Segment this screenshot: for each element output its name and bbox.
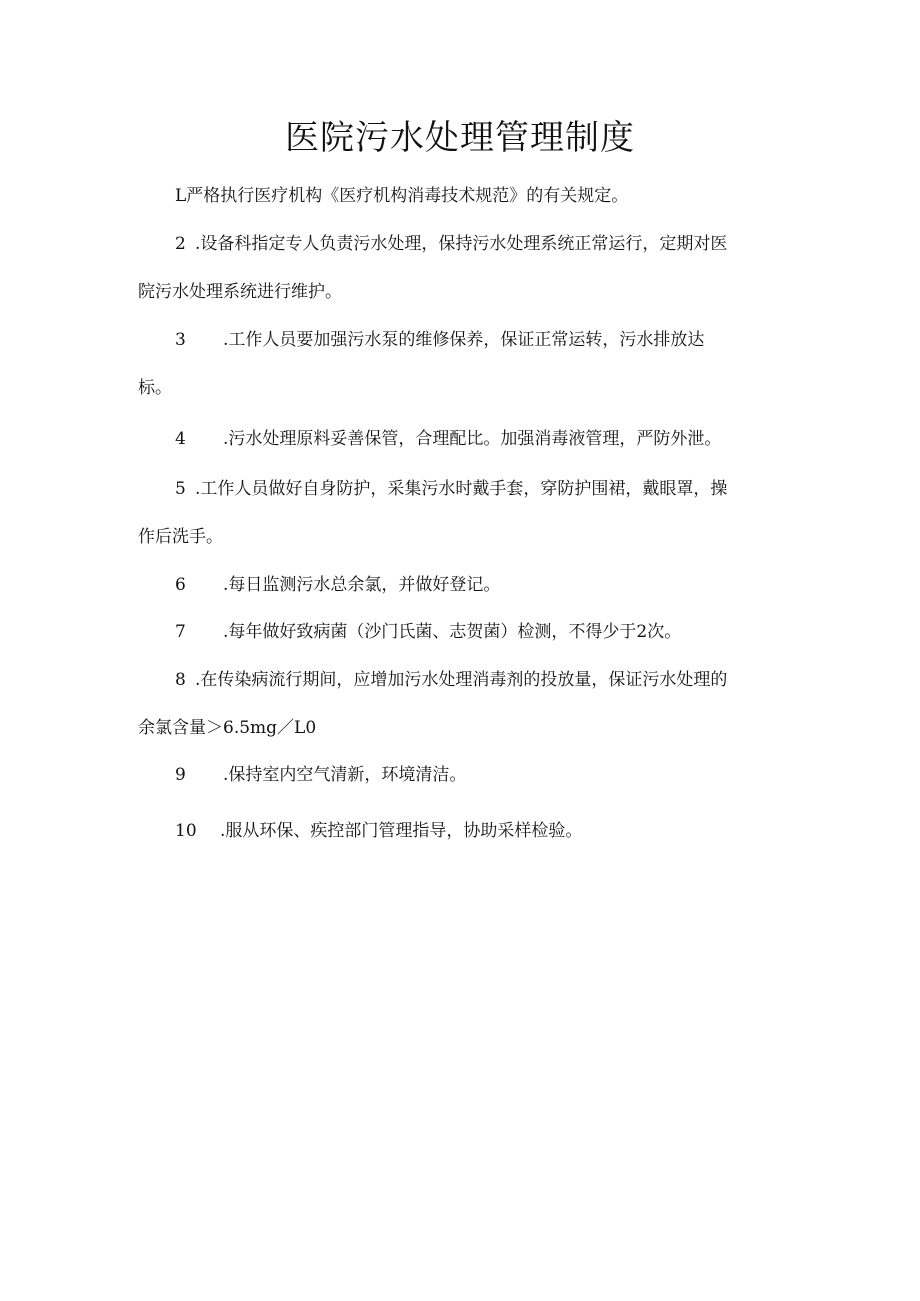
rule-item-first-line — [138, 807, 788, 855]
rule-item-first-line — [138, 220, 788, 268]
rule-number: 7 — [175, 622, 186, 642]
rule-number: 8 — [175, 670, 186, 690]
rule-item-2 — [138, 220, 788, 316]
rule-continuation: 作后洗手。 — [138, 527, 223, 547]
rule-number: 3 — [175, 330, 186, 350]
rule-item-first-line — [138, 751, 788, 799]
rule-text: .工作人员做好自身防护，采集污水时戴手套，穿防护围裙，戴眼罩，操 — [195, 479, 728, 499]
rule-text: .每年做好致病菌（沙门氏菌、志贺菌）检测，不得少于2次。 — [223, 622, 682, 642]
rule-item-first-line — [138, 316, 788, 364]
rule-item-first-line — [138, 561, 788, 609]
rule-number: 5 — [175, 479, 186, 499]
rule-item-5 — [138, 465, 788, 561]
rule-item-10 — [138, 807, 788, 855]
rule-item-first-line — [138, 172, 788, 220]
rule-continuation: 标。 — [138, 378, 172, 398]
rule-continuation: 院污水处理系统进行维护。 — [138, 282, 342, 302]
rule-item-first-line — [138, 608, 788, 656]
rule-continuation: 余氯含量＞6.5mg／L0 — [138, 718, 317, 738]
rule-text: .设备科指定专人负责污水处理，保持污水处理系统正常运行，定期对医 — [195, 234, 728, 254]
rule-text: .每日监测污水总余氯，并做好登记。 — [223, 575, 501, 595]
rule-item-3 — [138, 316, 788, 412]
rule-text: 严格执行医疗机构《医疗机构消毒技术规范》的有关规定。 — [186, 186, 629, 206]
rule-item-7 — [138, 608, 788, 656]
rule-number: L — [175, 186, 187, 206]
rule-item-9 — [138, 751, 788, 799]
rule-item-first-line — [138, 656, 788, 704]
rule-item-first-line — [138, 465, 788, 513]
rule-item-1 — [138, 172, 788, 220]
rule-text: .工作人员要加强污水泵的维修保养，保证正常运转，污水排放达 — [223, 330, 705, 350]
document-title: 医院污水处理管理制度 — [285, 118, 635, 158]
rule-item-8 — [138, 656, 788, 752]
rule-item-6 — [138, 561, 788, 609]
rule-item-4 — [138, 415, 788, 463]
rule-number: 10 — [175, 821, 197, 841]
rule-number: 6 — [175, 575, 186, 595]
rule-text: .污水处理原料妥善保管，合理配比。加强消毒液管理，严防外泄。 — [223, 429, 722, 449]
rule-item-first-line — [138, 415, 788, 463]
rule-number: 4 — [175, 429, 186, 449]
rule-number: 9 — [175, 765, 186, 785]
rule-text: .保持室内空气清新，环境清洁。 — [223, 765, 467, 785]
rule-text: .服从环保、疾控部门管理指导，协助采样检验。 — [220, 821, 583, 841]
rule-number: 2 — [175, 234, 186, 254]
rule-text: .在传染病流行期间，应增加污水处理消毒剂的投放量，保证污水处理的 — [195, 670, 728, 690]
